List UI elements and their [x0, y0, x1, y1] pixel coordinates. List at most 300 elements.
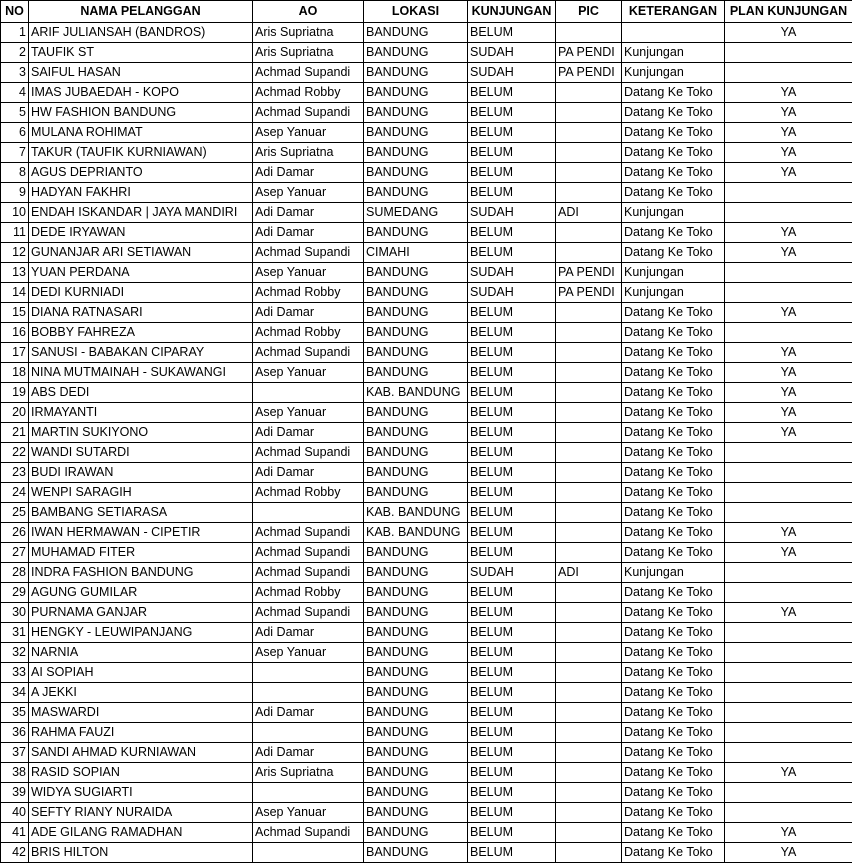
cell-ao: Asep Yanuar [253, 643, 364, 663]
table-row [1, 223, 852, 243]
cell-pic [556, 343, 622, 363]
cell-no: 1 [1, 23, 29, 43]
cell-pic [556, 23, 622, 43]
cell-customer-name: SANUSI - BABAKAN CIPARAY [29, 343, 253, 363]
cell-location: BANDUNG [364, 363, 468, 383]
cell-no: 11 [1, 223, 29, 243]
table-row [1, 323, 852, 343]
cell-customer-name: HW FASHION BANDUNG [29, 103, 253, 123]
cell-visit: BELUM [468, 323, 556, 343]
cell-description: Datang Ke Toko [622, 643, 725, 663]
cell-description: Datang Ke Toko [622, 523, 725, 543]
cell-visit-plan: YA [725, 103, 852, 123]
cell-description: Datang Ke Toko [622, 663, 725, 683]
cell-location: BANDUNG [364, 683, 468, 703]
cell-no: 4 [1, 83, 29, 103]
cell-visit-plan [725, 443, 852, 463]
cell-visit: BELUM [468, 603, 556, 623]
cell-no: 12 [1, 243, 29, 263]
cell-description: Kunjungan [622, 563, 725, 583]
cell-no: 19 [1, 383, 29, 403]
cell-location: BANDUNG [364, 543, 468, 563]
cell-customer-name: A JEKKI [29, 683, 253, 703]
cell-visit-plan: YA [725, 223, 852, 243]
cell-description: Datang Ke Toko [622, 103, 725, 123]
cell-no: 20 [1, 403, 29, 423]
cell-description: Datang Ke Toko [622, 723, 725, 743]
table-row [1, 443, 852, 463]
cell-visit-plan [725, 63, 852, 83]
cell-visit: BELUM [468, 763, 556, 783]
table-row [1, 703, 852, 723]
cell-visit: BELUM [468, 123, 556, 143]
cell-description: Datang Ke Toko [622, 683, 725, 703]
cell-ao [253, 723, 364, 743]
cell-location: BANDUNG [364, 463, 468, 483]
cell-location: BANDUNG [364, 163, 468, 183]
cell-customer-name: BUDI IRAWAN [29, 463, 253, 483]
table-body [1, 23, 852, 863]
cell-location: BANDUNG [364, 303, 468, 323]
cell-visit: BELUM [468, 623, 556, 643]
cell-visit-plan: YA [725, 403, 852, 423]
cell-no: 18 [1, 363, 29, 383]
cell-description: Kunjungan [622, 43, 725, 63]
cell-pic [556, 703, 622, 723]
cell-no: 28 [1, 563, 29, 583]
table-row [1, 143, 852, 163]
cell-visit: BELUM [468, 503, 556, 523]
cell-description: Datang Ke Toko [622, 83, 725, 103]
cell-ao: Asep Yanuar [253, 183, 364, 203]
cell-no: 27 [1, 543, 29, 563]
cell-description: Datang Ke Toko [622, 603, 725, 623]
cell-description: Datang Ke Toko [622, 763, 725, 783]
cell-no: 17 [1, 343, 29, 363]
table-row [1, 683, 852, 703]
cell-location: BANDUNG [364, 423, 468, 443]
table-row [1, 783, 852, 803]
cell-pic: ADI [556, 563, 622, 583]
cell-description: Datang Ke Toko [622, 363, 725, 383]
cell-visit: BELUM [468, 663, 556, 683]
cell-visit-plan [725, 563, 852, 583]
table-row [1, 543, 852, 563]
cell-no: 26 [1, 523, 29, 543]
cell-no: 23 [1, 463, 29, 483]
cell-location: BANDUNG [364, 183, 468, 203]
table-row [1, 183, 852, 203]
table-row [1, 163, 852, 183]
cell-customer-name: INDRA FASHION BANDUNG [29, 563, 253, 583]
cell-ao: Achmad Supandi [253, 603, 364, 623]
cell-customer-name: AGUNG GUMILAR [29, 583, 253, 603]
cell-location: BANDUNG [364, 583, 468, 603]
cell-description: Datang Ke Toko [622, 503, 725, 523]
cell-pic [556, 243, 622, 263]
cell-description: Datang Ke Toko [622, 123, 725, 143]
cell-visit-plan [725, 283, 852, 303]
cell-customer-name: BAMBANG SETIARASA [29, 503, 253, 523]
cell-description: Datang Ke Toko [622, 463, 725, 483]
cell-no: 31 [1, 623, 29, 643]
cell-location: BANDUNG [364, 23, 468, 43]
cell-pic [556, 743, 622, 763]
cell-visit-plan [725, 323, 852, 343]
cell-no: 14 [1, 283, 29, 303]
table-row [1, 583, 852, 603]
cell-no: 39 [1, 783, 29, 803]
cell-customer-name: RAHMA FAUZI [29, 723, 253, 743]
cell-pic [556, 383, 622, 403]
cell-ao: Asep Yanuar [253, 263, 364, 283]
cell-location: SUMEDANG [364, 203, 468, 223]
cell-location: BANDUNG [364, 803, 468, 823]
cell-ao: Asep Yanuar [253, 803, 364, 823]
table-row [1, 763, 852, 783]
cell-ao: Adi Damar [253, 703, 364, 723]
cell-customer-name: MASWARDI [29, 703, 253, 723]
cell-ao: Aris Supriatna [253, 23, 364, 43]
cell-no: 34 [1, 683, 29, 703]
cell-location: BANDUNG [364, 743, 468, 763]
cell-location: BANDUNG [364, 703, 468, 723]
cell-visit: BELUM [468, 583, 556, 603]
cell-pic [556, 423, 622, 443]
cell-description: Kunjungan [622, 283, 725, 303]
cell-location: CIMAHI [364, 243, 468, 263]
cell-location: BANDUNG [364, 143, 468, 163]
cell-ao [253, 503, 364, 523]
cell-visit-plan [725, 183, 852, 203]
cell-ao: Achmad Robby [253, 83, 364, 103]
cell-no: 37 [1, 743, 29, 763]
cell-visit: BELUM [468, 103, 556, 123]
cell-pic: PA PENDI [556, 263, 622, 283]
cell-location: BANDUNG [364, 763, 468, 783]
cell-pic [556, 783, 622, 803]
cell-ao: Asep Yanuar [253, 363, 364, 383]
cell-customer-name: IMAS JUBAEDAH - KOPO [29, 83, 253, 103]
cell-pic [556, 823, 622, 843]
cell-pic [556, 803, 622, 823]
cell-location: BANDUNG [364, 123, 468, 143]
cell-visit-plan [725, 463, 852, 483]
cell-ao: Adi Damar [253, 623, 364, 643]
cell-pic [556, 123, 622, 143]
cell-visit-plan [725, 203, 852, 223]
cell-visit-plan: YA [725, 243, 852, 263]
cell-ao: Achmad Robby [253, 583, 364, 603]
cell-location: BANDUNG [364, 843, 468, 863]
cell-description: Datang Ke Toko [622, 703, 725, 723]
cell-customer-name: IRMAYANTI [29, 403, 253, 423]
cell-description: Datang Ke Toko [622, 843, 725, 863]
table-row [1, 803, 852, 823]
header-visit: KUNJUNGAN [468, 1, 556, 23]
cell-pic [556, 603, 622, 623]
cell-customer-name: IWAN HERMAWAN - CIPETIR [29, 523, 253, 543]
cell-no: 25 [1, 503, 29, 523]
cell-customer-name: YUAN PERDANA [29, 263, 253, 283]
cell-ao: Aris Supriatna [253, 43, 364, 63]
table-row [1, 343, 852, 363]
cell-visit: BELUM [468, 223, 556, 243]
cell-description: Datang Ke Toko [622, 783, 725, 803]
cell-ao: Adi Damar [253, 303, 364, 323]
cell-description: Datang Ke Toko [622, 483, 725, 503]
cell-customer-name: TAUFIK ST [29, 43, 253, 63]
cell-visit-plan: YA [725, 843, 852, 863]
cell-description: Datang Ke Toko [622, 823, 725, 843]
cell-customer-name: HADYAN FAKHRI [29, 183, 253, 203]
table-row [1, 663, 852, 683]
cell-pic: ADI [556, 203, 622, 223]
cell-ao [253, 383, 364, 403]
cell-no: 35 [1, 703, 29, 723]
header-no: NO [1, 1, 29, 23]
cell-pic [556, 763, 622, 783]
header-row [1, 1, 852, 23]
cell-customer-name: MUHAMAD FITER [29, 543, 253, 563]
cell-visit: BELUM [468, 23, 556, 43]
cell-description: Kunjungan [622, 263, 725, 283]
cell-ao: Adi Damar [253, 223, 364, 243]
cell-visit-plan [725, 43, 852, 63]
cell-no: 24 [1, 483, 29, 503]
cell-visit-plan: YA [725, 163, 852, 183]
cell-pic [556, 103, 622, 123]
cell-no: 21 [1, 423, 29, 443]
cell-customer-name: AGUS DEPRIANTO [29, 163, 253, 183]
cell-visit-plan: YA [725, 543, 852, 563]
cell-visit-plan [725, 643, 852, 663]
cell-visit: BELUM [468, 183, 556, 203]
cell-pic [556, 683, 622, 703]
cell-ao [253, 663, 364, 683]
cell-ao: Achmad Supandi [253, 823, 364, 843]
cell-description: Datang Ke Toko [622, 343, 725, 363]
cell-visit-plan [725, 703, 852, 723]
cell-visit-plan: YA [725, 343, 852, 363]
cell-pic [556, 503, 622, 523]
cell-no: 9 [1, 183, 29, 203]
cell-location: BANDUNG [364, 663, 468, 683]
cell-visit: BELUM [468, 803, 556, 823]
cell-customer-name: WENPI SARAGIH [29, 483, 253, 503]
header-pic: PIC [556, 1, 622, 23]
cell-customer-name: ARIF JULIANSAH (BANDROS) [29, 23, 253, 43]
cell-description: Datang Ke Toko [622, 443, 725, 463]
cell-location: KAB. BANDUNG [364, 523, 468, 543]
cell-customer-name: ABS DEDI [29, 383, 253, 403]
cell-visit-plan [725, 623, 852, 643]
cell-visit: BELUM [468, 843, 556, 863]
header-description: KETERANGAN [622, 1, 725, 23]
cell-location: BANDUNG [364, 263, 468, 283]
cell-customer-name: GUNANJAR ARI SETIAWAN [29, 243, 253, 263]
cell-no: 40 [1, 803, 29, 823]
cell-ao: Achmad Supandi [253, 563, 364, 583]
cell-visit: BELUM [468, 523, 556, 543]
cell-customer-name: RASID SOPIAN [29, 763, 253, 783]
cell-visit-plan [725, 723, 852, 743]
cell-pic [556, 663, 622, 683]
cell-description: Datang Ke Toko [622, 583, 725, 603]
cell-description: Datang Ke Toko [622, 423, 725, 443]
cell-ao [253, 683, 364, 703]
cell-visit-plan [725, 663, 852, 683]
cell-visit-plan [725, 503, 852, 523]
cell-no: 32 [1, 643, 29, 663]
table-row [1, 263, 852, 283]
cell-pic [556, 323, 622, 343]
cell-customer-name: DIANA RATNASARI [29, 303, 253, 323]
cell-visit-plan: YA [725, 603, 852, 623]
cell-pic [556, 83, 622, 103]
cell-ao: Achmad Supandi [253, 543, 364, 563]
cell-description: Datang Ke Toko [622, 223, 725, 243]
cell-ao: Achmad Robby [253, 323, 364, 343]
cell-visit: BELUM [468, 243, 556, 263]
cell-customer-name: DEDE IRYAWAN [29, 223, 253, 243]
cell-customer-name: NINA MUTMAINAH - SUKAWANGI [29, 363, 253, 383]
cell-customer-name: HENGKY - LEUWIPANJANG [29, 623, 253, 643]
cell-description: Datang Ke Toko [622, 303, 725, 323]
cell-location: KAB. BANDUNG [364, 503, 468, 523]
cell-location: BANDUNG [364, 623, 468, 643]
cell-customer-name: WANDI SUTARDI [29, 443, 253, 463]
cell-location: BANDUNG [364, 83, 468, 103]
cell-ao: Adi Damar [253, 203, 364, 223]
table-row [1, 283, 852, 303]
cell-location: BANDUNG [364, 343, 468, 363]
cell-visit: BELUM [468, 783, 556, 803]
cell-ao [253, 783, 364, 803]
cell-visit: SUDAH [468, 283, 556, 303]
cell-visit-plan: YA [725, 423, 852, 443]
table-row [1, 83, 852, 103]
cell-customer-name: SANDI AHMAD KURNIAWAN [29, 743, 253, 763]
cell-customer-name: SEFTY RIANY NURAIDA [29, 803, 253, 823]
cell-no: 41 [1, 823, 29, 843]
cell-visit-plan [725, 783, 852, 803]
cell-customer-name: WIDYA SUGIARTI [29, 783, 253, 803]
cell-description: Kunjungan [622, 203, 725, 223]
cell-customer-name: ADE GILANG RAMADHAN [29, 823, 253, 843]
cell-visit-plan: YA [725, 23, 852, 43]
cell-no: 7 [1, 143, 29, 163]
cell-ao: Asep Yanuar [253, 123, 364, 143]
cell-no: 2 [1, 43, 29, 63]
table-row [1, 383, 852, 403]
cell-no: 6 [1, 123, 29, 143]
table-row [1, 243, 852, 263]
cell-no: 16 [1, 323, 29, 343]
cell-ao: Asep Yanuar [253, 403, 364, 423]
cell-customer-name: DEDI KURNIADI [29, 283, 253, 303]
cell-description: Datang Ke Toko [622, 743, 725, 763]
cell-pic [556, 163, 622, 183]
cell-customer-name: ENDAH ISKANDAR | JAYA MANDIRI [29, 203, 253, 223]
cell-pic: PA PENDI [556, 43, 622, 63]
cell-pic [556, 583, 622, 603]
cell-location: BANDUNG [364, 283, 468, 303]
cell-description: Datang Ke Toko [622, 403, 725, 423]
cell-pic [556, 183, 622, 203]
cell-visit: BELUM [468, 423, 556, 443]
cell-visit: SUDAH [468, 43, 556, 63]
table-row [1, 43, 852, 63]
table-row [1, 723, 852, 743]
cell-location: BANDUNG [364, 103, 468, 123]
cell-visit-plan: YA [725, 823, 852, 843]
cell-pic [556, 403, 622, 423]
cell-location: BANDUNG [364, 223, 468, 243]
cell-visit-plan [725, 803, 852, 823]
cell-visit-plan [725, 743, 852, 763]
cell-location: BANDUNG [364, 43, 468, 63]
cell-pic [556, 843, 622, 863]
cell-no: 30 [1, 603, 29, 623]
cell-pic [556, 303, 622, 323]
cell-ao: Achmad Robby [253, 283, 364, 303]
cell-customer-name: MARTIN SUKIYONO [29, 423, 253, 443]
cell-no: 22 [1, 443, 29, 463]
cell-no: 3 [1, 63, 29, 83]
cell-description: Datang Ke Toko [622, 323, 725, 343]
cell-location: BANDUNG [364, 63, 468, 83]
cell-ao: Achmad Robby [253, 483, 364, 503]
cell-customer-name: PURNAMA GANJAR [29, 603, 253, 623]
cell-description: Datang Ke Toko [622, 543, 725, 563]
cell-ao: Adi Damar [253, 163, 364, 183]
cell-pic [556, 723, 622, 743]
table-row [1, 463, 852, 483]
cell-ao: Achmad Supandi [253, 343, 364, 363]
cell-customer-name: NARNIA [29, 643, 253, 663]
cell-ao: Aris Supriatna [253, 763, 364, 783]
cell-no: 15 [1, 303, 29, 323]
cell-location: BANDUNG [364, 403, 468, 423]
cell-description: Datang Ke Toko [622, 183, 725, 203]
cell-visit-plan: YA [725, 523, 852, 543]
cell-visit: BELUM [468, 483, 556, 503]
cell-pic [556, 223, 622, 243]
cell-visit: BELUM [468, 143, 556, 163]
table-row [1, 483, 852, 503]
cell-location: BANDUNG [364, 443, 468, 463]
cell-visit: BELUM [468, 83, 556, 103]
cell-visit: BELUM [468, 363, 556, 383]
cell-visit: BELUM [468, 823, 556, 843]
table-row [1, 363, 852, 383]
table-row [1, 23, 852, 43]
table-row [1, 123, 852, 143]
cell-customer-name: SAIFUL HASAN [29, 63, 253, 83]
cell-visit-plan: YA [725, 123, 852, 143]
cell-no: 29 [1, 583, 29, 603]
cell-customer-name: BOBBY FAHREZA [29, 323, 253, 343]
table-row [1, 643, 852, 663]
cell-description [622, 23, 725, 43]
cell-description: Datang Ke Toko [622, 803, 725, 823]
cell-customer-name: BRIS HILTON [29, 843, 253, 863]
cell-visit-plan: YA [725, 763, 852, 783]
table-row [1, 423, 852, 443]
cell-no: 13 [1, 263, 29, 283]
cell-visit-plan: YA [725, 83, 852, 103]
